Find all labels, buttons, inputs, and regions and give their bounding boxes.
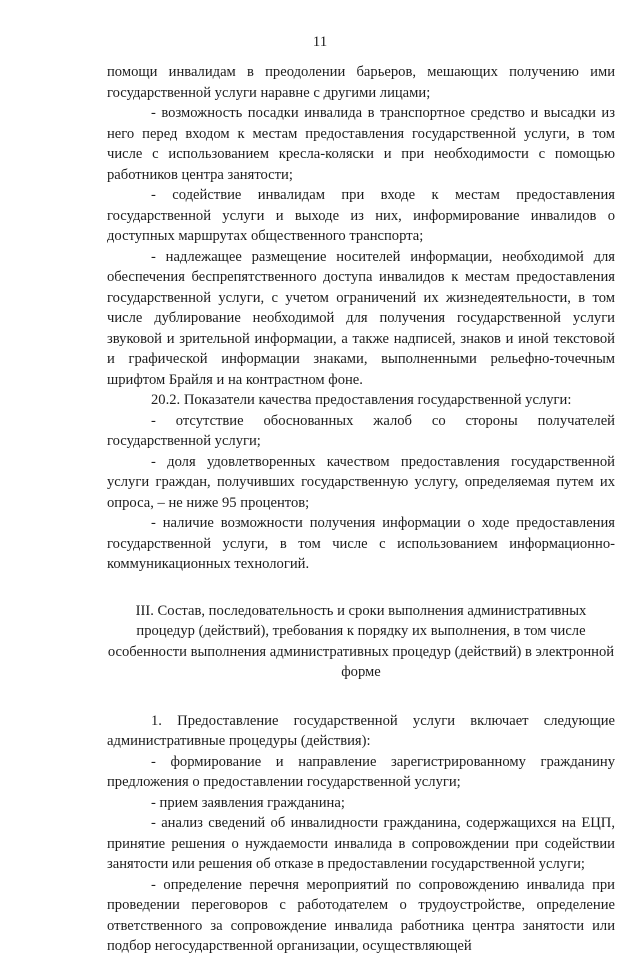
paragraph: - прием заявления гражданина; bbox=[151, 794, 345, 811]
paragraph: - анализ сведений об инвалидности гражданина, содержащихся на ЕЦП, принятие решения о нуждаемости инвалида в сопровождении при содействии занятости или решения об отказе в предоставлении государственной услуги; bbox=[107, 815, 615, 872]
section-heading: III. Состав, последовательность и сроки выполнения административных процедур (действий), требования к порядку их выполнения, в том числе особенности выполнения административных процедур (действий) в электронной форме bbox=[107, 602, 615, 680]
paragraph: - определение перечня мероприятий по сопровождению инвалида при проведении переговоров с работодателем о трудоустройстве, определение ответственного за сопровождение инвалида работника центра занятости или подбор негосударственной организации, осуществляющей bbox=[107, 876, 615, 954]
document-body bbox=[107, 62, 615, 957]
paragraph: - формирование и направление зарегистрированному гражданину предложения о предоставлении государственной услуги; bbox=[107, 753, 615, 790]
paragraph: 1. Предоставление государственной услуги включает следующие административные процедуры (действия): bbox=[107, 712, 615, 749]
paragraph: - доля удовлетворенных качеством предоставления государственной услуги граждан, получивших государственную услугу, определяемая путем их опроса, – не ниже 95 процентов; bbox=[107, 453, 615, 511]
paragraph: 20.2. Показатели качества предоставления государственной услуги: bbox=[151, 392, 572, 408]
paragraph: - возможность посадки инвалида в транспортное средство и высадки из него перед входом к местам предоставления государственной услуги, в том числе с использованием кресла-коляски и при необходимости с помощью работников центра занятости; bbox=[107, 105, 615, 183]
paragraph: - наличие возможности получения информации о ходе предоставления государственной услуги, в том числе с использованием информационно-коммуникационных технологий. bbox=[107, 515, 615, 572]
paragraph: - содействие инвалидам при входе к местам предоставления государственной услуги и выходе из них, информирование инвалидов о доступных маршрутах общественного транспорта; bbox=[107, 187, 615, 244]
paragraph: - отсутствие обоснованных жалоб со стороны получателей государственной услуги; bbox=[107, 412, 615, 449]
paragraph: - надлежащее размещение носителей информации, необходимой для обеспечения беспрепятственного доступа инвалидов к местам предоставления государственной услуги, с учетом ограничений их жизнедеятельности, в том числе дублирование необходимой для получения государственной услуги звуковой и зрительной информации, а также надписей, знаков и иной текстовой и графической информации знаками, выполненными рельефно-точечным шрифтом Брайля и на контрастном фоне. bbox=[107, 248, 615, 388]
paragraphs-top bbox=[107, 62, 615, 575]
paragraphs-bottom bbox=[107, 711, 615, 957]
paragraph: помощи инвалидам в преодолении барьеров, мешающих получению ими государственной услуги наравне с другими лицами; bbox=[107, 64, 615, 101]
page-number: 11 bbox=[312, 34, 328, 50]
